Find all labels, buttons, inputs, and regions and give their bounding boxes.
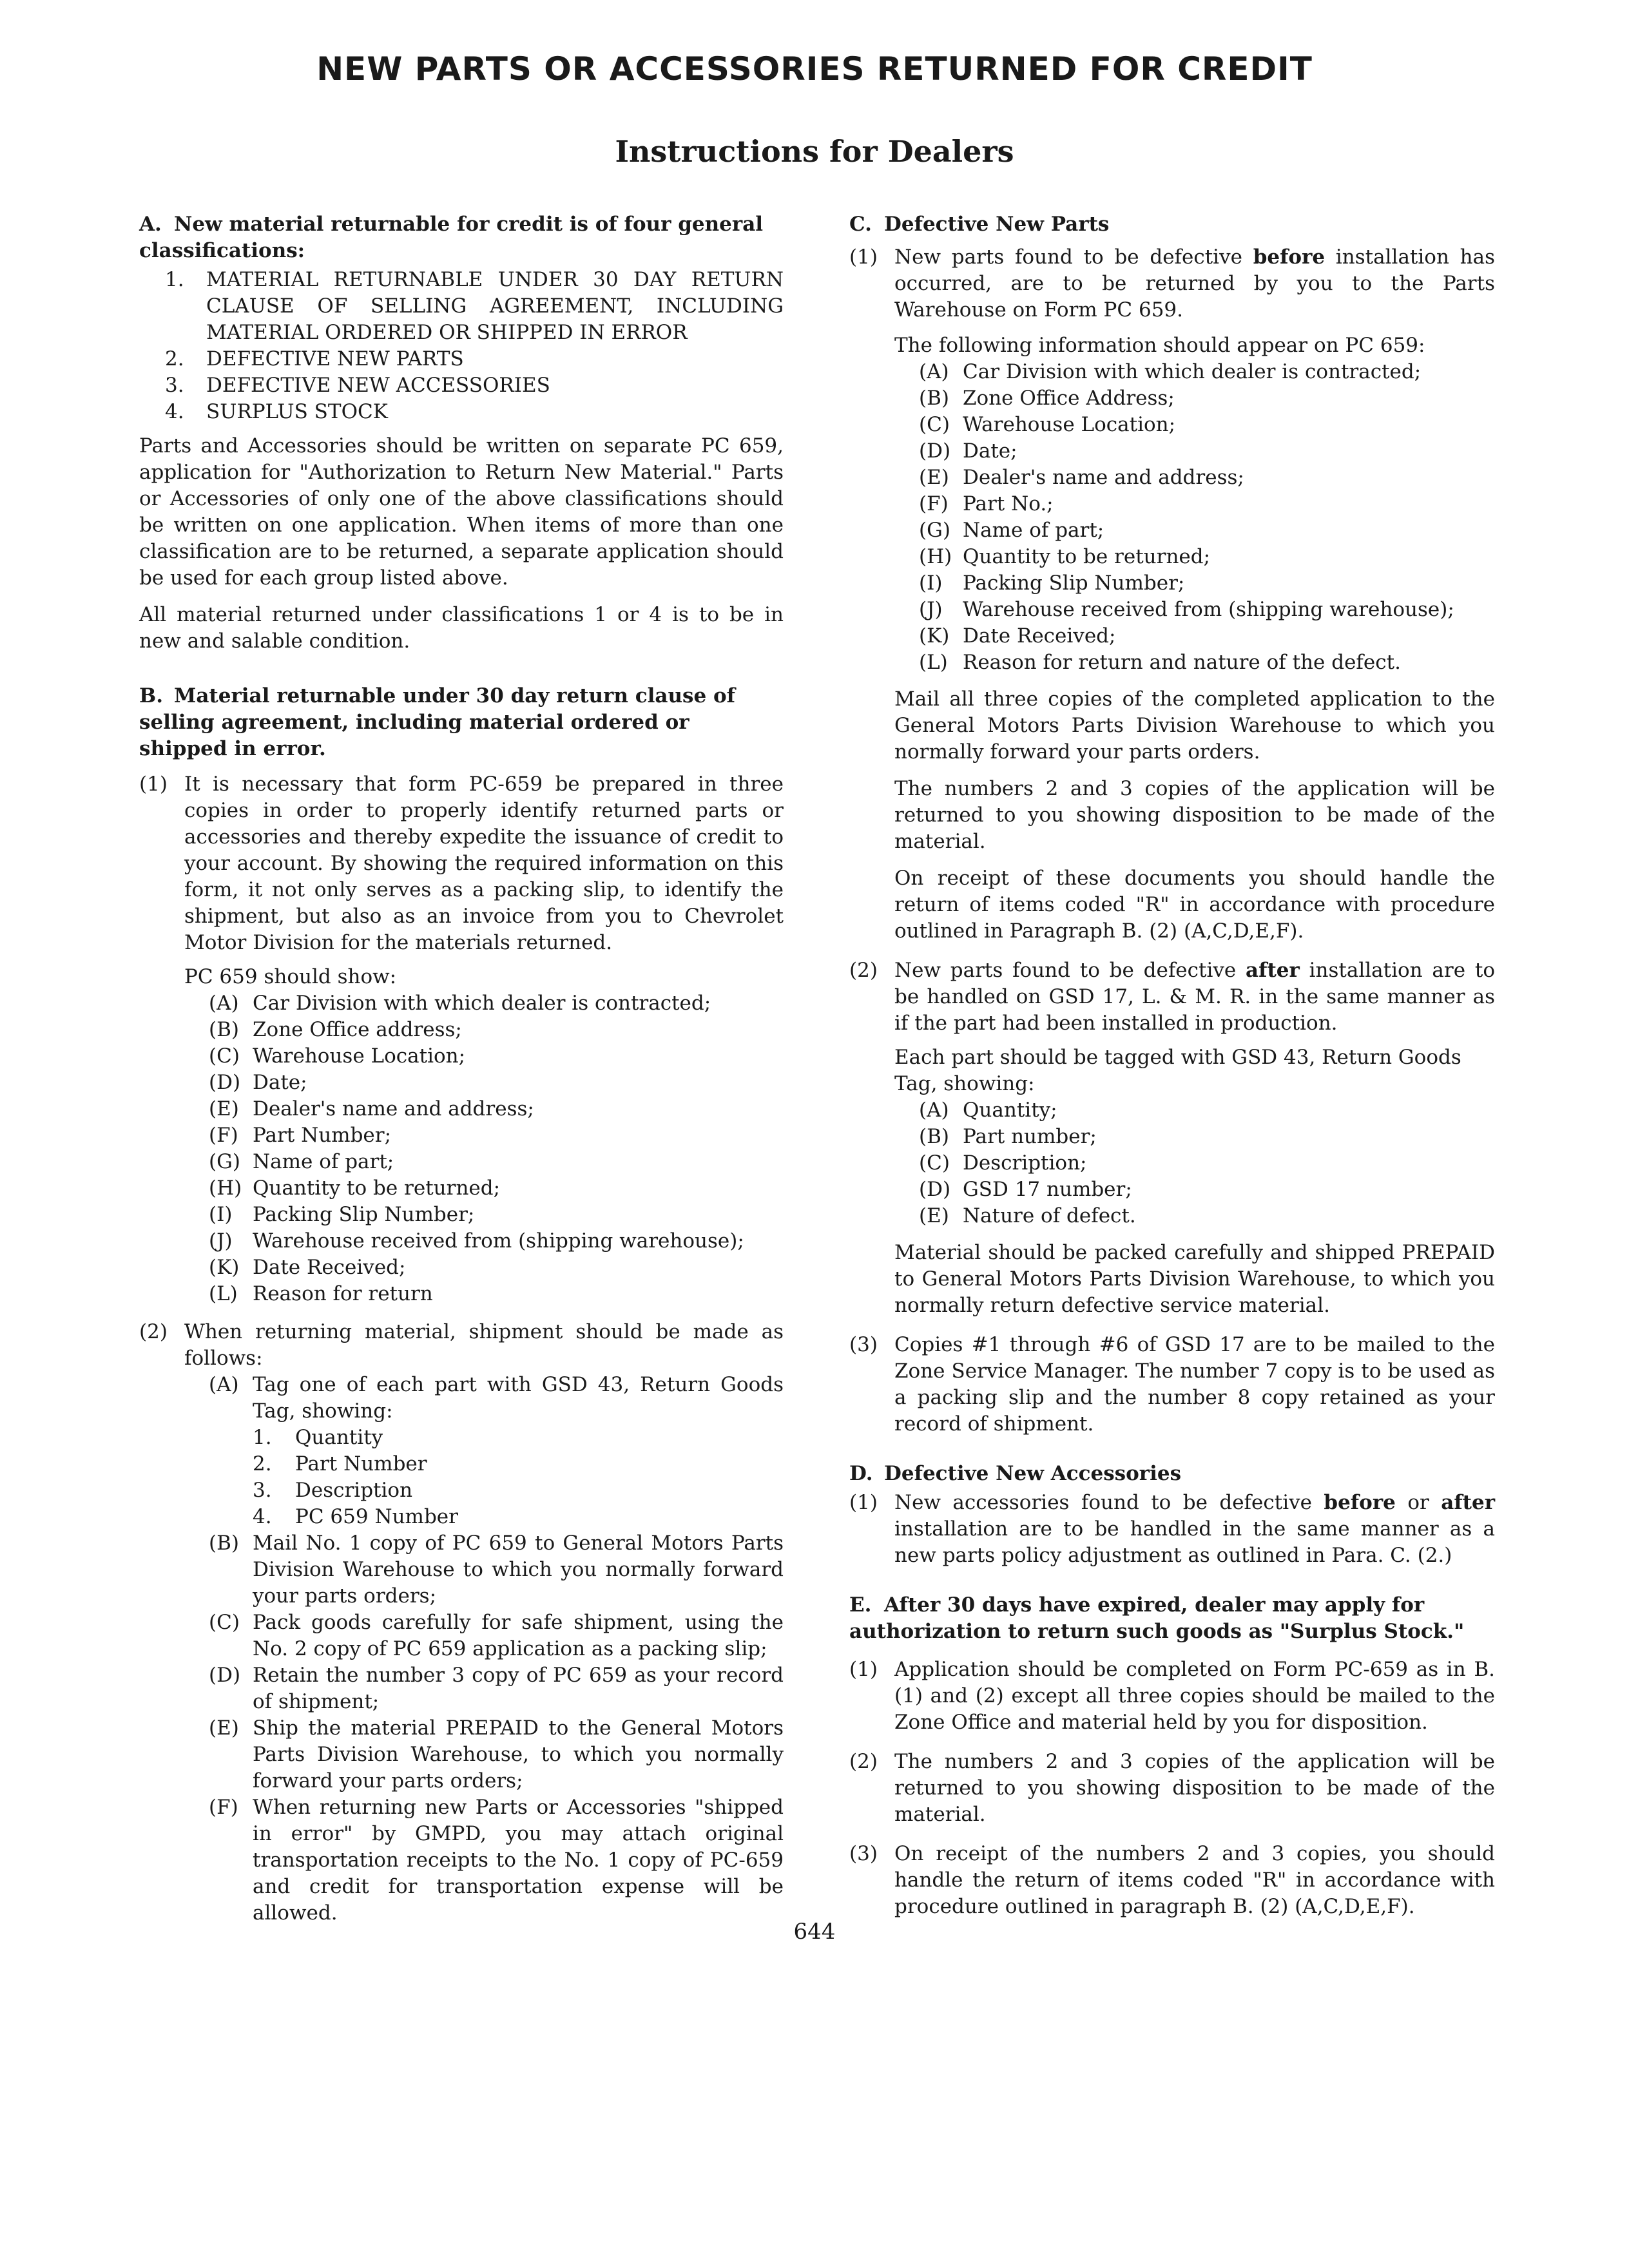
section-a-paragraph: Parts and Accessories should be written on separate PC 659, application for "Authorization to Return New Material." Parts or Accessories of only one of the above classifications should be written on one application. When items of more than one classification are to be returned, a separate application should be used for each group listed above. <box>139 434 784 590</box>
item-text: Date Received; <box>963 624 1116 648</box>
item-text: Warehouse received from (shipping warehouse); <box>963 598 1454 621</box>
item-text: Date Received; <box>253 1256 406 1279</box>
item-letter: (B) <box>209 1018 239 1041</box>
item-text: Warehouse received from (shipping warehouse); <box>253 1229 744 1253</box>
paragraph-number: (3) <box>849 1842 878 1865</box>
item-text: Nature of defect. <box>963 1204 1136 1227</box>
section-c-heading-text: Defective New Parts <box>884 213 1110 236</box>
receipt-instruction: On receipt of these documents you should handle the return of items coded "R" in accordance with procedure outlined in Paragraph B. (2) (A,C,D,E,F). <box>894 867 1495 943</box>
list-item <box>919 359 1495 385</box>
item-text: Name of part; <box>253 1150 394 1173</box>
section-e-letter: E. <box>849 1593 872 1617</box>
section-a-heading <box>139 211 784 264</box>
packing-instruction: Material should be packed carefully and shipped PREPAID to General Motors Parts Division Warehouse, to which you normally return defective service material. <box>894 1241 1495 1317</box>
emphasis-text: after <box>1441 1491 1496 1514</box>
section-e <box>849 1592 1495 1920</box>
list-item <box>919 597 1495 623</box>
item-text: Warehouse Location; <box>253 1044 466 1068</box>
paragraph-number: (1) <box>139 773 168 796</box>
item-letter: (B) <box>919 387 949 410</box>
list-item <box>209 1122 784 1149</box>
list-item <box>209 1070 784 1096</box>
paragraph-text: On receipt of the numbers 2 and 3 copies, you should handle the return of items coded "R" in accordance with procedure outlined in paragraph B. (2) (A,C,D,E,F). <box>894 1842 1495 1918</box>
paragraph-number: (2) <box>849 1750 878 1773</box>
pc659-info-block <box>894 332 1495 945</box>
section-d-heading-text: Defective New Accessories <box>884 1462 1182 1485</box>
item-text: Quantity; <box>963 1099 1057 1122</box>
paragraph-text <box>894 244 1495 323</box>
item-number: 4. <box>165 400 184 423</box>
item-letter: (B) <box>919 1125 949 1148</box>
item-letter: (K) <box>919 624 950 648</box>
numbered-paragraph <box>849 957 1495 1037</box>
item-letter: (L) <box>209 1282 238 1305</box>
paragraph-text: Copies #1 through #6 of GSD 17 are to be mailed to the Zone Service Manager. The number 7 copy is to be used as a packing slip and the number 8 copy retained as your record of shipment. <box>894 1333 1495 1436</box>
emphasis-text: before <box>1253 245 1325 269</box>
list-item <box>209 1202 784 1228</box>
item-text: Description; <box>963 1151 1087 1175</box>
item-text: Quantity to be returned; <box>253 1177 501 1200</box>
item-text: Packing Slip Number; <box>963 572 1185 595</box>
list-item <box>919 570 1495 597</box>
item-text: Part Number <box>295 1452 427 1475</box>
item-letter: (H) <box>919 545 952 568</box>
section-c-heading <box>849 211 1495 238</box>
section-e-heading-text: After 30 days have expired, dealer may apply for authorization to return such goods as "Surplus Stock." <box>849 1593 1465 1643</box>
list-item <box>253 1425 784 1451</box>
paragraph-number: (1) <box>849 1658 878 1681</box>
item-letter: (C) <box>919 1151 950 1175</box>
text-run: New accessories found to be defective <box>894 1491 1312 1514</box>
right-column <box>849 211 1495 1920</box>
item-number: 3. <box>165 374 184 397</box>
item-letter: (G) <box>209 1150 240 1173</box>
emphasis-text: after <box>1246 959 1300 982</box>
copies-returned-note: The numbers 2 and 3 copies of the application will be returned to you showing disposition to be made of the material. <box>894 777 1495 853</box>
list-item <box>209 1175 784 1202</box>
section-b-letter: B. <box>139 684 163 707</box>
text-run: installation are to be handled in the same manner as a new parts policy adjustment as outlined in Para. C. (2.) <box>894 1517 1495 1567</box>
item-text: Part number; <box>963 1125 1097 1148</box>
item-text: Packing Slip Number; <box>253 1203 475 1226</box>
page-subtitle: Instructions for Dealers <box>615 134 1014 169</box>
list-item <box>919 517 1495 544</box>
numbered-paragraph <box>849 1841 1495 1920</box>
pc659-show-list <box>209 990 784 1307</box>
section-b-heading <box>139 683 784 762</box>
item-letter: (E) <box>919 1204 949 1227</box>
item-letter: (L) <box>919 651 948 674</box>
list-item <box>165 372 784 399</box>
item-letter: (J) <box>209 1229 233 1253</box>
item-text: DEFECTIVE NEW PARTS <box>206 347 464 370</box>
item-text: Quantity <box>295 1426 383 1449</box>
list-item <box>209 990 784 1017</box>
page-number: 644 <box>793 1919 836 1945</box>
item-letter: (I) <box>919 572 943 595</box>
list-item <box>919 412 1495 438</box>
item-text: Car Division with which dealer is contracted; <box>963 360 1422 383</box>
item-text: Reason for return <box>253 1282 433 1305</box>
left-column <box>139 211 784 1927</box>
text-run: installation has occurred, are to be returned by you to the Parts Warehouse on Form PC 659. <box>894 245 1496 322</box>
list-item <box>919 1150 1495 1177</box>
numbered-paragraph <box>849 1749 1495 1828</box>
list-item <box>209 1096 784 1122</box>
text-run: or <box>1407 1491 1429 1514</box>
item-text: Reason for return and nature of the defect. <box>963 651 1401 674</box>
list-item <box>209 1281 784 1307</box>
paragraph-number: (1) <box>849 245 878 269</box>
item-letter: (A) <box>209 1373 239 1396</box>
paragraph-text: It is necessary that form PC-659 be prepared in three copies in order to properly identify returned parts or accessories and thereby expedite the issuance of credit to your account. By showing the required information on this form, it not only serves as a packing slip, to identify the shipment, but also as an invoice from you to Chevrolet Motor Division for the materials returned. <box>184 773 784 954</box>
paragraph-text: When returning material, shipment should be made as follows: <box>184 1320 784 1370</box>
list-item <box>919 1124 1495 1150</box>
list-item <box>919 491 1495 517</box>
item-number: 2. <box>253 1452 272 1475</box>
section-b-heading-text: Material returnable under 30 day return clause of selling agreement, including material ordered or shipped in error. <box>139 684 735 760</box>
paragraph-number: (1) <box>849 1491 878 1514</box>
item-letter: (A) <box>919 1099 949 1122</box>
list-item <box>209 1228 784 1254</box>
item-letter: (D) <box>919 439 951 463</box>
list-item <box>919 1097 1495 1124</box>
item-letter: (F) <box>919 492 949 515</box>
pc659-show-intro: PC 659 should show: <box>184 965 397 988</box>
numbered-paragraph <box>849 1490 1495 1569</box>
item-text: Description <box>295 1479 413 1502</box>
item-letter: (G) <box>919 519 950 542</box>
list-item <box>165 346 784 372</box>
item-number: 1. <box>165 268 184 291</box>
paragraph-text <box>894 957 1495 1037</box>
item-text: Car Division with which dealer is contracted; <box>253 992 711 1015</box>
list-item <box>209 1715 784 1794</box>
item-text: Name of part; <box>963 519 1104 542</box>
item-text: Retain the number 3 copy of PC 659 as your record of shipment; <box>253 1664 784 1713</box>
section-b <box>139 683 784 1927</box>
list-item <box>919 438 1495 465</box>
item-text: MATERIAL RETURNABLE UNDER 30 DAY RETURN CLAUSE OF SELLING AGREEMENT, INCLUDING MATERIAL ORDERED OR SHIPPED IN ERROR <box>206 268 784 344</box>
paragraph-number: (3) <box>849 1333 878 1356</box>
item-letter: (D) <box>209 1664 241 1687</box>
item-letter: (D) <box>209 1071 241 1094</box>
tag-intro: Each part should be tagged with GSD 43, Return Goods Tag, showing: <box>894 1046 1461 1095</box>
text-run: New parts found to be defective <box>894 959 1237 982</box>
item-text: Zone Office Address; <box>963 387 1175 410</box>
item-text: Dealer's name and address; <box>963 466 1244 489</box>
item-letter: (I) <box>209 1203 233 1226</box>
item-letter: (E) <box>919 466 949 489</box>
list-item <box>165 399 784 425</box>
text-run: New parts found to be defective <box>894 245 1242 269</box>
list-item <box>209 1149 784 1175</box>
paragraph-text: The numbers 2 and 3 copies of the application will be returned to you showing disposition to be made of the material. <box>894 1750 1495 1826</box>
item-letter: (C) <box>919 413 950 436</box>
pc659-info-list <box>919 359 1495 676</box>
item-text: SURPLUS STOCK <box>206 400 388 423</box>
item-text: DEFECTIVE NEW ACCESSORIES <box>206 374 550 397</box>
numbered-paragraph <box>139 1319 784 1372</box>
item-letter: (A) <box>919 360 949 383</box>
item-text: Date; <box>963 439 1017 463</box>
item-letter: (C) <box>209 1611 240 1634</box>
item-letter: (B) <box>209 1532 239 1555</box>
section-e-heading <box>849 1592 1495 1645</box>
emphasis-text: before <box>1324 1491 1396 1514</box>
section-a-letter: A. <box>139 213 162 236</box>
item-number: 3. <box>253 1479 272 1502</box>
item-letter: (E) <box>209 1716 239 1740</box>
list-item <box>919 544 1495 570</box>
shipment-steps <box>184 1372 784 1927</box>
item-text: Tag one of each part with GSD 43, Return Goods Tag, showing: <box>253 1373 784 1423</box>
list-item <box>919 649 1495 676</box>
item-number: 2. <box>165 347 184 370</box>
list-item <box>919 385 1495 412</box>
list-item <box>919 465 1495 491</box>
list-item <box>209 1794 784 1927</box>
item-text: Quantity to be returned; <box>963 545 1211 568</box>
item-text: Mail No. 1 copy of PC 659 to General Motors Parts Division Warehouse to which you normally forward your parts orders; <box>253 1532 784 1608</box>
section-a-heading-text: New material returnable for credit is of four general classifications: <box>139 213 764 262</box>
list-item <box>253 1504 784 1530</box>
tag-fields-list <box>253 1425 784 1530</box>
list-item <box>919 1203 1495 1229</box>
item-text: Part No.; <box>963 492 1054 515</box>
item-text: Pack goods carefully for safe shipment, using the No. 2 copy of PC 659 application as a packing slip; <box>253 1611 784 1660</box>
item-text: Ship the material PREPAID to the General Motors Parts Division Warehouse, to which you normally forward your parts orders; <box>253 1716 784 1792</box>
item-letter: (C) <box>209 1044 240 1068</box>
item-text: When returning new Parts or Accessories "shipped in error" by GMPD, you may attach original transportation receipts to the No. 1 copy of PC-659 and credit for transportation expense will be allowed. <box>253 1796 784 1925</box>
paragraph-text <box>894 1490 1495 1569</box>
section-d <box>849 1461 1495 1569</box>
list-item <box>253 1477 784 1504</box>
item-letter: (F) <box>209 1124 238 1147</box>
item-letter: (H) <box>209 1177 242 1200</box>
numbered-paragraph <box>849 1657 1495 1736</box>
numbered-paragraph <box>849 1332 1495 1437</box>
list-item <box>209 1043 784 1070</box>
item-letter: (D) <box>919 1178 951 1201</box>
list-item <box>253 1451 784 1477</box>
text-run: installation are to be handled on GSD 17, L. & M. R. in the same manner as if the part had been installed in production. <box>894 959 1495 1035</box>
section-a <box>139 211 784 655</box>
classification-list <box>165 267 784 425</box>
item-text: Warehouse Location; <box>963 413 1176 436</box>
list-item <box>209 1610 784 1662</box>
item-text: Date; <box>253 1071 307 1094</box>
numbered-paragraph <box>849 244 1495 323</box>
list-item <box>209 1017 784 1043</box>
list-item <box>209 1662 784 1715</box>
list-item <box>165 267 784 346</box>
tag-list <box>919 1097 1495 1229</box>
list-item <box>919 623 1495 649</box>
tag-block <box>894 1044 1495 1319</box>
numbered-paragraph <box>139 771 784 956</box>
item-text: Part Number; <box>253 1124 392 1147</box>
pc659-show-block <box>184 964 784 1307</box>
list-item <box>209 1530 784 1610</box>
item-letter: (A) <box>209 992 239 1015</box>
list-item <box>209 1372 784 1425</box>
item-letter: (K) <box>209 1256 240 1279</box>
list-item <box>919 1177 1495 1203</box>
paragraph-number: (2) <box>849 959 878 982</box>
item-letter: (J) <box>919 598 943 621</box>
section-d-heading <box>849 1461 1495 1487</box>
item-letter: (F) <box>209 1796 238 1819</box>
section-d-letter: D. <box>849 1462 873 1485</box>
item-letter: (E) <box>209 1097 239 1120</box>
section-c-letter: C. <box>849 213 872 236</box>
item-number: 4. <box>253 1505 272 1528</box>
item-text: PC 659 Number <box>295 1505 458 1528</box>
section-c <box>849 211 1495 1437</box>
item-number: 1. <box>253 1426 272 1449</box>
list-item <box>209 1254 784 1281</box>
item-text: Zone Office address; <box>253 1018 462 1041</box>
mail-instruction: Mail all three copies of the completed application to the General Motors Parts Division Warehouse to which you normally forward your parts orders. <box>894 687 1495 764</box>
page-title: NEW PARTS OR ACCESSORIES RETURNED FOR CREDIT <box>316 50 1313 88</box>
paragraph-number: (2) <box>139 1320 168 1343</box>
item-text: Dealer's name and address; <box>253 1097 534 1120</box>
paragraph-text: Application should be completed on Form PC-659 as in B. (1) and (2) except all three copies should be mailed to the Zone Office and material held by you for disposition. <box>894 1658 1495 1734</box>
item-text: GSD 17 number; <box>963 1178 1132 1201</box>
pc659-info-intro: The following information should appear on PC 659: <box>894 334 1425 357</box>
section-a-paragraph: All material returned under classifications 1 or 4 is to be in new and salable condition. <box>139 603 784 653</box>
